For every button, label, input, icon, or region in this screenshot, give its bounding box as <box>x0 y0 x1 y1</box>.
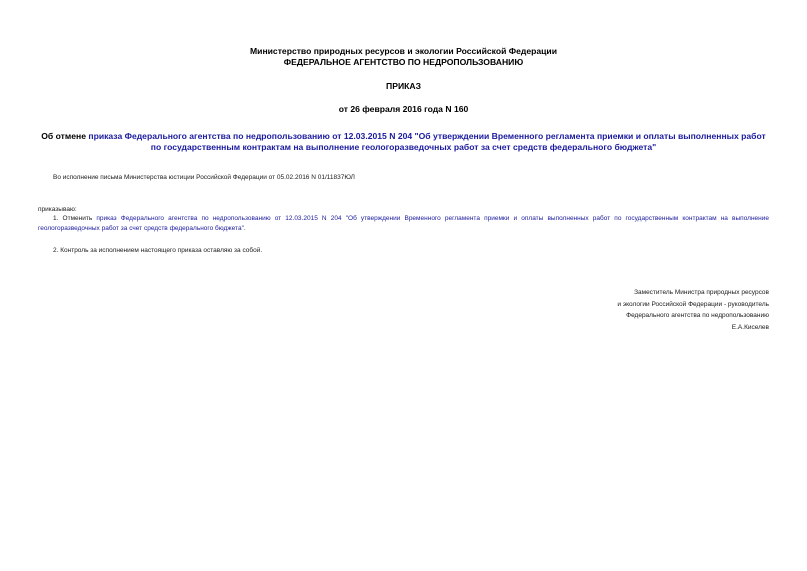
signature-line-2: и экологии Российской Федерации - руководитель <box>617 300 769 308</box>
signature-block <box>617 287 769 333</box>
title-prefix: Об отмене <box>41 131 89 141</box>
order-word: приказываю: <box>38 206 77 213</box>
order-item-1 <box>38 214 769 233</box>
item1-prefix: 1. Отменить <box>53 215 97 222</box>
document-type: ПРИКАЗ <box>386 81 421 91</box>
document-date: от 26 февраля 2016 года N 160 <box>338 104 469 114</box>
title-link[interactable]: приказа Федерального агентства по недропользованию от 12.03.2015 N 204 "Об утверждении Временного регламента приемки и оплаты выполненных работ по государственным контрактам на выполнение геологоразведочных работ за счет средств федерального бюджета" <box>88 131 766 152</box>
document-title <box>38 131 769 153</box>
item1-suffix: . <box>243 224 246 232</box>
order-item-2: 2. Контроль за исполнением настоящего приказа оставляю за собой. <box>53 247 263 254</box>
ministry-name: Министерство природных ресурсов и экологии Российской Федерации <box>250 46 557 56</box>
item1-link[interactable]: приказ Федерального агентства по недропользованию от 12.03.2015 N 204 "Об утверждении Временного регламента приемки и оплаты выполненных работ по государственным контрактам на выполнение геологоразведочных работ за счет средств федерального бюджета" <box>38 215 769 232</box>
signatory-name: Е.А.Киселев <box>731 323 769 331</box>
signature-line-3: Федерального агентства по недропользованию <box>626 312 769 319</box>
signature-line-1: Заместитель Министра природных ресурсов <box>634 289 769 296</box>
agency-name: ФЕДЕРАЛЬНОЕ АГЕНТСТВО ПО НЕДРОПОЛЬЗОВАНИЮ <box>283 57 524 67</box>
preamble-text: Во исполнение письма Министерства юстиции Российской Федерации от 05.02.2016 N 01/11837ЮЛ <box>53 174 355 181</box>
